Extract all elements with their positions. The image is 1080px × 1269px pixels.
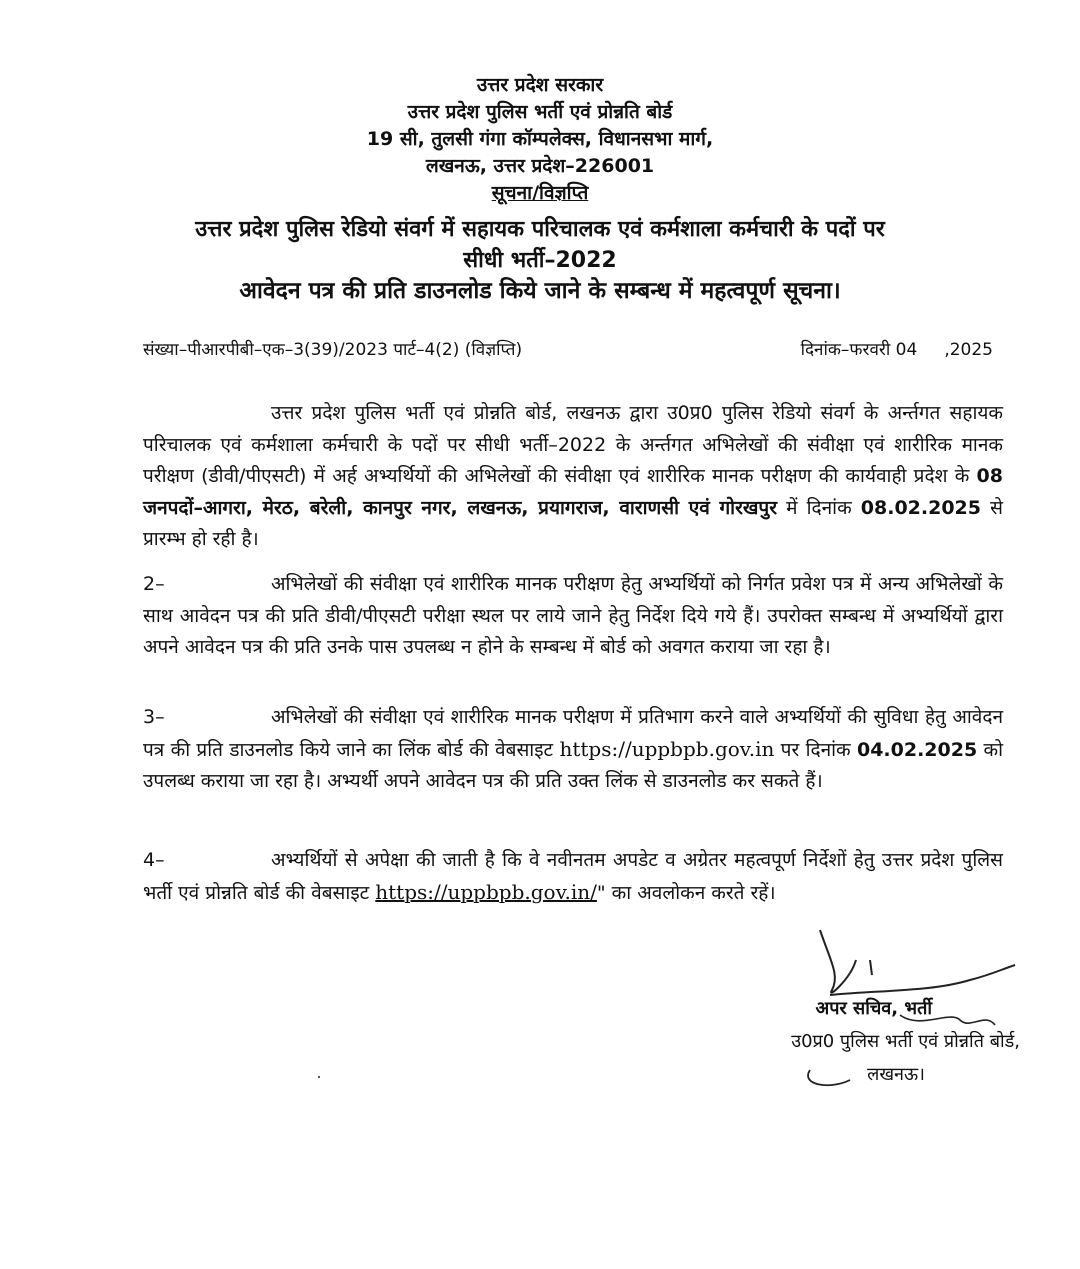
paragraph-2-text: अभिलेखों की संवीक्षा एवं शारीरिक मानक परीक्षण हेतु अभ्यर्थियों को निर्गत प्रवेश पत्र में अन्य अभिलेखों के साथ आवेदन पत्र की प्रति डीवी/पीएसटी परीक्षा स्थल पर लाये जाने हेतु निर्देश दिये गये हैं। उपरोक्त सम्बन्ध में अभ्यर्थियों द्वारा अपने आवेदन पत्र की प्रति उनके पास उपलब्ध न होने के सम्बन्ध में बोर्ड को अवगत कराया जा रहा है। <box>143 573 1003 658</box>
letterhead <box>0 72 1080 207</box>
signatory-org: उ0प्र0 पुलिस भर्ती एवं प्रोन्नति बोर्ड, <box>791 1031 1020 1052</box>
district-list: 08 जनपदों–आगरा, मेरठ, बरेली, कानपुर नगर, लखनऊ, प्रयागराज, वाराणसी एवं गोरखपुर <box>143 465 1003 519</box>
reference-date: दिनांक–फरवरी 04 ,2025 <box>800 340 993 360</box>
paragraph-3-text-c: को उपलब्ध कराया जा रहा है। अभ्यर्थी अपने आवेदन पत्र की प्रति उक्त लिंक से डाउनलोड कर सकते हैं। <box>143 738 1004 792</box>
subject-heading <box>60 214 1020 307</box>
board-city: लखनऊ, उत्तर प्रदेश–226001 <box>425 155 655 177</box>
board-name: उत्तर प्रदेश पुलिस भर्ती एवं प्रोन्नति बोर्ड <box>407 101 673 123</box>
subject-line-1: उत्तर प्रदेश पुलिस रेडियो संवर्ग में सहायक परिचालक एवं कर्मशाला कर्मचारी के पदों पर <box>195 217 885 242</box>
paragraph-number: 2– <box>143 573 165 595</box>
signatory-role: अपर सचिव, भर्ती <box>815 998 932 1019</box>
government-name: उत्तर प्रदेश सरकार <box>476 74 604 96</box>
paragraph-3-text-b: पर दिनांक <box>774 738 857 761</box>
link-date: 04.02.2025 <box>856 738 978 761</box>
paragraph-4 <box>143 845 1003 909</box>
paragraph-4-text: अभ्यर्थियों से अपेक्षा की जाती है कि वे नवीनतम अपडेट व अग्रेतर महत्वपूर्ण निर्देशों हेतु उत्तर प्रदेश पुलिस भर्ती एवं प्रोन्नति बोर्ड की वेबसाइट <box>143 849 1003 904</box>
scan-speck <box>318 1076 320 1078</box>
website-link[interactable]: https://uppbpb.gov.in/ <box>375 879 597 904</box>
signature-block <box>700 992 1020 1091</box>
signatory-place: लखनऊ। <box>867 1064 925 1085</box>
paragraph-number: 4– <box>143 849 165 871</box>
paragraph-1-text-b: में दिनांक <box>776 496 861 519</box>
board-address: 19 सी, तुलसी गंगा कॉम्पलेक्स, विधानसभा मार्ग, <box>366 128 714 150</box>
paragraph-3-text: अभिलेखों की संवीक्षा एवं शारीरिक मानक परीक्षण में प्रतिभाग करने वाले अभ्यर्थियों की सुविधा हेतु आवेदन पत्र की प्रति डाउनलोड किये जाने का लिंक बोर्ड की वेबसाइट <box>143 706 1003 761</box>
paragraph-1-text-c: से प्रारम्भ हो रही है। <box>143 496 1003 550</box>
paragraph-2 <box>143 569 1003 664</box>
paragraph-4-text-b: " का अवलोकन करते रहें। <box>596 881 776 904</box>
subject-line-3: आवेदन पत्र की प्रति डाउनलोड किये जाने के सम्बन्ध में महत्वपूर्ण सूचना। <box>239 278 841 304</box>
paragraph-number: 3– <box>143 706 165 728</box>
paragraph-3 <box>143 702 1003 798</box>
paragraph-1-text: उत्तर प्रदेश पुलिस भर्ती एवं प्रोन्नति बोर्ड, लखनऊ द्वारा उ0प्र0 पुलिस रेडियो संवर्ग के अर्न्तगत सहायक परिचालक एवं कर्मशाला कर्मचारी के पदों पर सीधी भर्ती–2022 के अर्न्तगत अभिलेखों की संवीक्षा एवं शारीरिक मानक परीक्षण (डीवी/पीएसटी) में अर्ह अभ्यर्थियों की अभिलेखों की संवीक्षा एवं शारीरिक मानक परीक्षण की कार्यवाही प्रदेश के <box>143 402 1003 487</box>
notice-label: सूचना/विज्ञप्ति <box>491 182 589 204</box>
paragraph-1 <box>143 398 1003 556</box>
subject-line-2: सीधी भर्ती–2022 <box>463 248 617 273</box>
reference-line <box>143 337 993 360</box>
start-date: 08.02.2025 <box>860 496 981 519</box>
reference-number: संख्या–पीआरपीबी–एक–3(39)/2023 पार्ट–4(2) (विज्ञप्ति) <box>143 340 523 360</box>
website-link[interactable]: https://uppbpb.gov.in <box>559 736 775 761</box>
